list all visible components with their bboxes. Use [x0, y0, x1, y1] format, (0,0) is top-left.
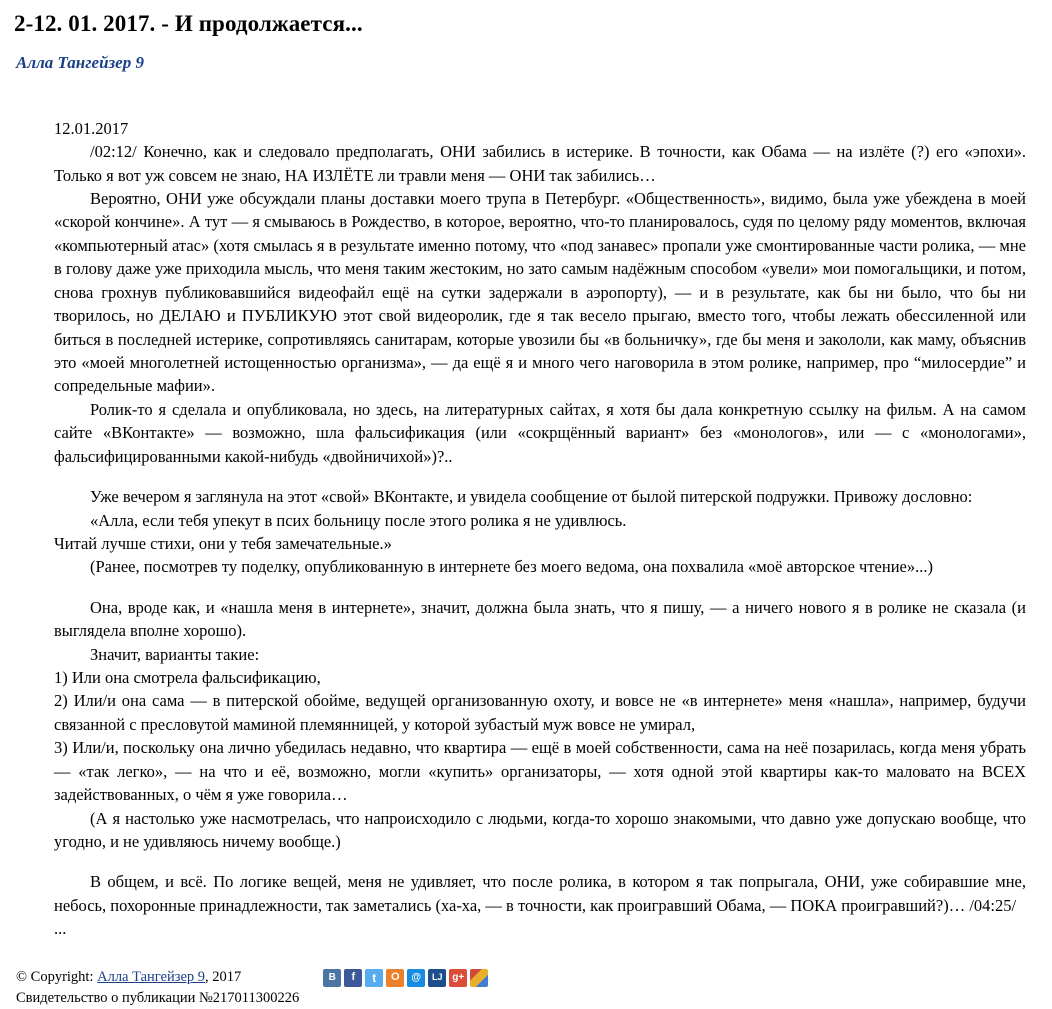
paragraph: (Ранее, посмотрев ту поделку, опубликованную в интернете без моего ведома, она похвалила «моё авторское чтение»...): [90, 557, 933, 577]
copyright-line: [16, 967, 299, 988]
certificate-line: Свидетельство о публикации №217011300226: [16, 989, 300, 1006]
paragraph: Ролик-то я сделала и опубликовала, но здесь, на литературных сайтах, я хотя бы дала конкретную ссылку на фильм. А на самом сайте «ВКонтакте» — возможно, шла фальсификация (или «сокрщённый вариант» без «монологов», или — с «монологами», фальсифицированными какой-нибудь «двойничихой»)?..: [54, 399, 1026, 466]
paragraph: Вероятно, ОНИ уже обсуждали планы доставки моего трупа в Петербург. «Общественность», видимо, была уже убеждена в моей «скорой кончине». А тут — я смываюсь в Рождество, в которое, вероятно, что-то планировалось, судя по целому ряду моментов, включая «компьютерный атас» (хотя смылась я в результате именно потому, что «под занавес» пропали уже смонтированные части ролика, — мне в голову даже уже приходила мысль, что меня таким жестоким, но зато самым надёжным способом «увели» мои помогальщики, и потом, снова грохнув публиковавшийся видеофайл ещё на сутки задержали в аэропорту), — и в результате, как бы ни было, что бы ни творилось, но ДЕЛАЮ и ПУБЛИКУЮ этот свой видеоролик, где я так весело прыгаю, вместо того, чтобы лежать обессиленной или биться в последней истерике, сопротивляясь санитарам, которые увозили бы «в больничку», где бы меня и закололи, как маму, объяснив это «моей многолетней истощенностью организма», — да ещё я и много чего наговорила в этом ролике, например, про “милосердие” и сопредельные мафии».: [54, 189, 1026, 396]
date-line: 12.01.2017: [54, 118, 129, 138]
facebook-share-icon[interactable]: f: [344, 969, 362, 987]
livejournal-share-icon[interactable]: LJ: [428, 969, 446, 987]
footer-row: [16, 967, 1038, 1009]
copyright-block: [16, 967, 299, 1009]
footer: [14, 967, 1038, 1009]
paragraph: ...: [54, 919, 67, 939]
twitter-share-icon[interactable]: t: [365, 969, 383, 987]
list-item: 2) Или/и она сама — в питерской обойме, ведущей организованную охоту, и вовсе не «в интернете» меня «нашла», например, будучи связанной с пресловутой маминой племянницей, у которой зубастый муж вовсе не умирал,: [54, 691, 1026, 734]
copyright-suffix: , 2017: [205, 968, 242, 985]
odnoklassniki-share-icon[interactable]: О: [386, 969, 404, 987]
paragraph: Читай лучше стихи, они у тебя замечательные.»: [54, 533, 392, 553]
list-item: 3) Или/и, поскольку она лично убедилась недавно, что квартира — ещё в моей собственности, сама на неё позарилась, когда меня убрать — «так легко», — на что и её, возможно, могли «купить» организаторы, — хотя одной этой квартиры как-то маловато на ВСЕХ задействованных, о чём я уже говорила…: [54, 738, 1026, 805]
paragraph: В общем, и всё. По логике вещей, меня не удивляет, что после ролика, в котором я так попрыгала, ОНИ, уже собиравшие мне, небось, похоронные принадлежности, так заметались (ха-ха, — в точности, как проигравший Обама, — ПОКА проигравший?)… /04:25/: [54, 872, 1026, 915]
footer-author-link[interactable]: Алла Тангейзер 9: [97, 968, 206, 985]
article-text: [54, 117, 1026, 941]
paragraph: (А я настолько уже насмотрелась, что напроисходило с людьми, когда-то хорошо знакомыми, что давно уже допускаю вообще, что угодно, и не удивляюсь ничему вообще.): [54, 808, 1026, 851]
paragraph: «Алла, если тебя упекут в псих больницу после этого ролика я не удивлюсь.: [90, 510, 627, 530]
mail-ru-share-icon[interactable]: @: [407, 969, 425, 987]
page-title: 2-12. 01. 2017. - И продолжается...: [14, 11, 363, 36]
list-item: 1) Или она смотрела фальсификацию,: [54, 668, 321, 688]
author-link[interactable]: [16, 53, 1038, 73]
google-plus-share-icon[interactable]: g+: [449, 969, 467, 987]
document-body: [14, 117, 1038, 941]
vkontakte-share-icon[interactable]: В: [323, 969, 341, 987]
author-name: Алла Тангейзер 9: [16, 52, 144, 72]
paragraph: /02:12/ Конечно, как и следовало предполагать, ОНИ забились в истерике. В точности, как Обама — на излёте (?) его «эпохи». Только я вот уж совсем не знаю, НА ИЗЛЁТЕ ли травли меня — ОНИ так забились…: [54, 142, 1026, 185]
paragraph: Она, вроде как, и «нашла меня в интернете», значит, должна была знать, что я пишу, — а ничего нового я в ролике не сказала (и выглядела вполне хорошо).: [54, 597, 1026, 641]
paragraph: Значит, варианты такие:: [90, 644, 260, 664]
paragraph: Уже вечером я заглянула на этот «свой» ВКонтакте, и увидела сообщение от былой питерской подружки. Привожу дословно:: [90, 487, 973, 507]
copyright-prefix: © Copyright:: [16, 968, 98, 985]
